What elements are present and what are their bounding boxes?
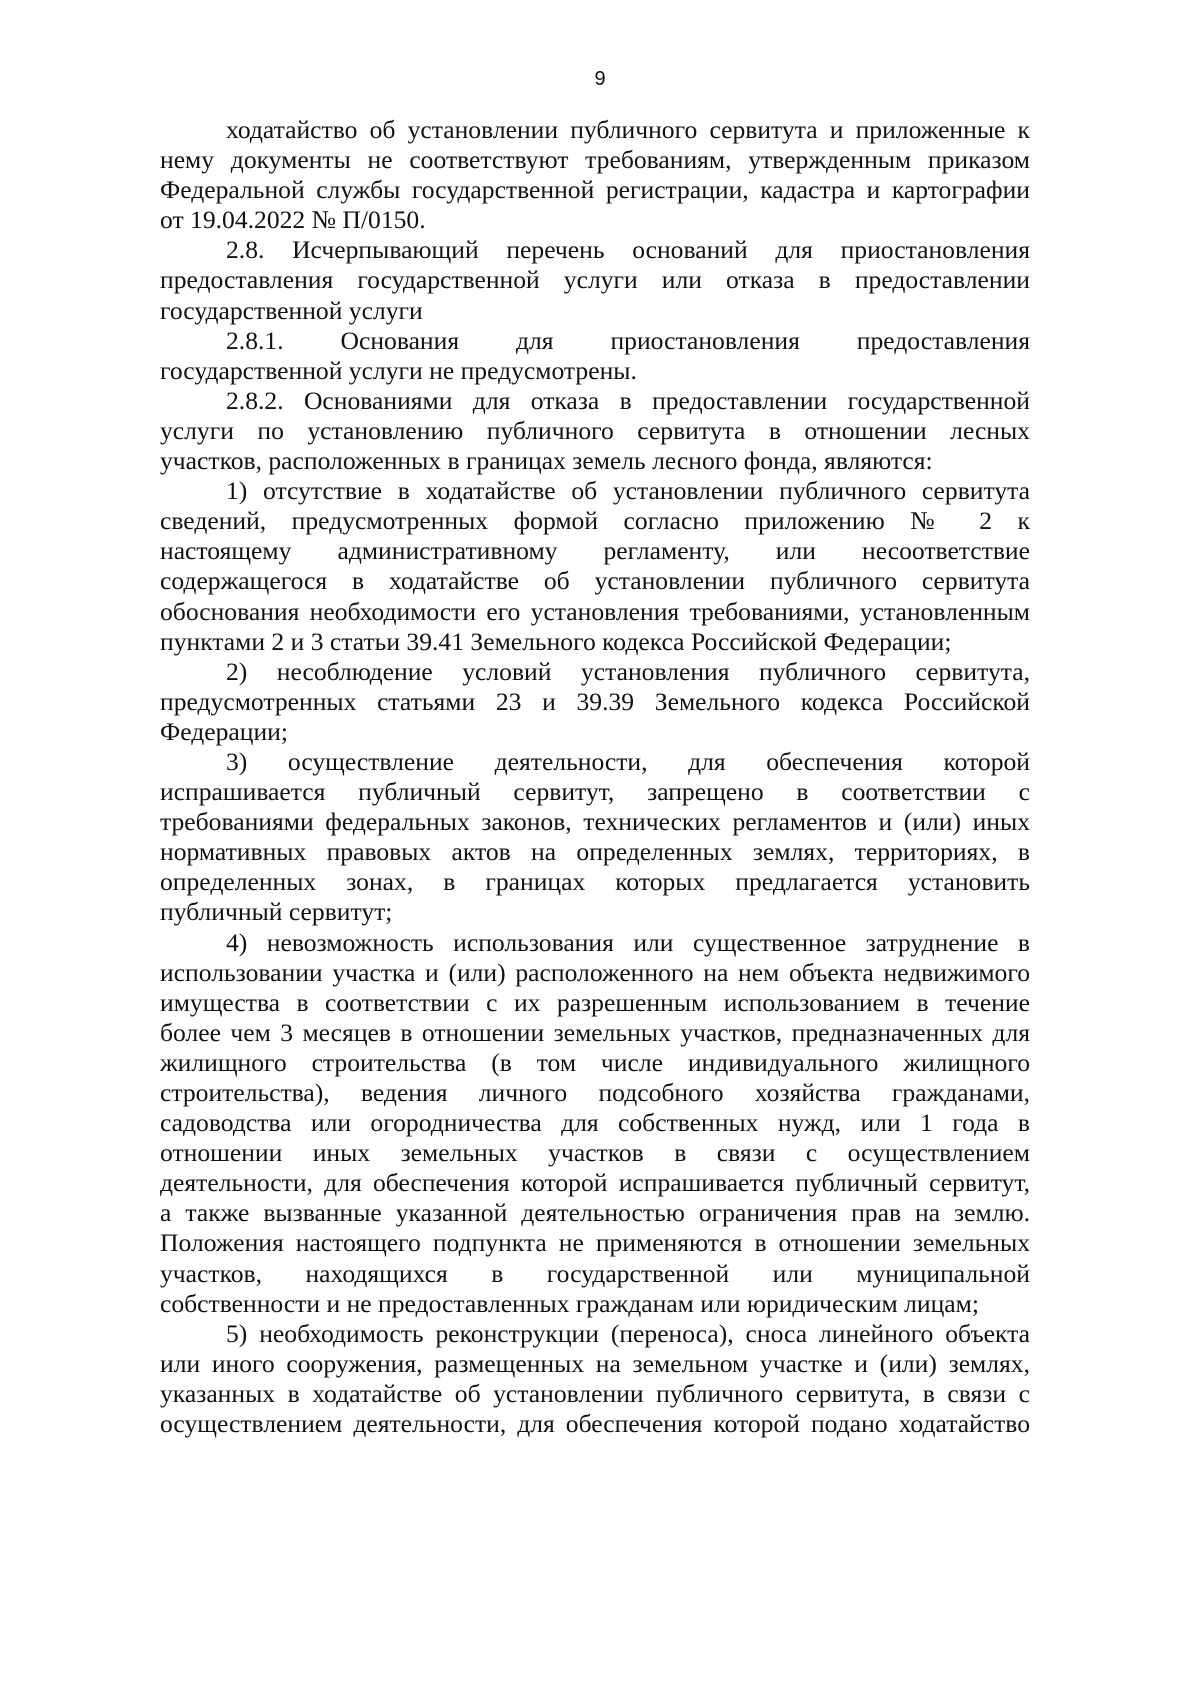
text-line: 4) невозможность использования или существенное затруднение в	[226, 927, 1030, 957]
paragraph	[160, 657, 1030, 747]
text-line: собственности и не предоставленных гражданам или юридическим лицам;	[160, 1288, 979, 1318]
text-line: государственной услуги не предусмотрены.	[160, 355, 637, 385]
text-line: нормативных правовых актов на определенных землях, территориях, в	[160, 837, 1030, 867]
text-line: от 19.04.2022 № П/0150.	[160, 205, 426, 235]
paragraph	[160, 386, 1030, 476]
text-line: Положения настоящего подпункта не применяются в отношении земельных	[160, 1228, 1030, 1258]
text-line: содержащегося в ходатайстве об установлении публичного сервитута	[160, 566, 1030, 596]
text-line: пунктами 2 и 3 статьи 39.41 Земельного кодекса Российской Федерации;	[160, 626, 952, 656]
paragraph	[160, 326, 1030, 386]
text-line: участков, расположенных в границах земель лесного фонда, являются:	[160, 446, 933, 476]
text-line: определенных зонах, в границах которых предлагается установить	[160, 867, 1030, 897]
text-line: Федерации;	[160, 716, 288, 746]
text-line: 2.8.2. Основаниями для отказа в предоставлении государственной	[226, 385, 1030, 415]
text-line: 2.8. Исчерпывающий перечень оснований для приостановления	[226, 235, 1030, 265]
text-line: указанных в ходатайстве об установлении публичного сервитута, в связи с	[160, 1378, 1030, 1408]
text-line: 1) отсутствие в ходатайстве об установлении публичного сервитута	[226, 476, 1030, 506]
text-line: участков, находящихся в государственной или муниципальной	[160, 1258, 1030, 1288]
text-line: государственной услуги	[160, 295, 423, 325]
text-line: предусмотренных статьями 23 и 39.39 Земельного кодекса Российской	[160, 686, 1030, 716]
text-line: отношении иных земельных участков в связи с осуществлением	[160, 1138, 1030, 1168]
text-line: ходатайство об установлении публичного сервитута и приложенные к	[226, 115, 1030, 144]
text-line: 5) необходимость реконструкции (переноса), сноса линейного объекта	[226, 1318, 1030, 1348]
document-body	[160, 115, 1030, 1439]
text-line: садоводства или огородничества для собственных нужд, или 1 года в	[160, 1108, 1030, 1138]
text-line: услуги по установлению публичного сервитута в отношении лесных	[160, 415, 1030, 445]
text-line: или иного сооружения, размещенных на земельном участке и (или) землях,	[160, 1348, 1030, 1378]
text-line: обоснования необходимости его установления требованиями, установленным	[160, 596, 1030, 626]
paragraph	[160, 235, 1030, 325]
text-line: требованиями федеральных законов, технических регламентов и (или) иных	[160, 807, 1030, 837]
paragraph	[160, 115, 1030, 235]
text-line: 2.8.1. Основания для приостановления предоставления	[226, 325, 1030, 355]
text-line: сведений, предусмотренных формой согласно приложению № 2 к	[160, 506, 1030, 536]
text-line: строительства), ведения личного подсобного хозяйства гражданами,	[160, 1078, 1030, 1107]
text-line: имущества в соответствии с их разрешенным использованием в течение	[160, 987, 1030, 1017]
text-line: испрашивается публичный сервитут, запрещено в соответствии с	[160, 777, 1030, 807]
text-line: осуществлением деятельности, для обеспечения которой подано ходатайство	[160, 1409, 1030, 1439]
text-line: использовании участка и (или) расположенного на нем объекта недвижимого	[160, 957, 1030, 987]
text-line: нему документы не соответствуют требованиям, утвержденным приказом	[160, 145, 1030, 175]
paragraph	[160, 747, 1030, 928]
text-line: более чем 3 месяцев в отношении земельных участков, предназначенных для	[160, 1017, 1030, 1047]
text-line: 2) несоблюдение условий установления публичного сервитута,	[226, 656, 1030, 686]
paragraph	[160, 1319, 1030, 1439]
text-line: публичный сервитут;	[160, 897, 393, 927]
paragraph	[160, 476, 1030, 657]
text-line: Федеральной службы государственной регистрации, кадастра и картографии	[160, 175, 1030, 205]
text-line: настоящему административному регламенту, или несоответствие	[160, 536, 1030, 566]
text-line: деятельности, для обеспечения которой испрашивается публичный сервитут,	[160, 1168, 1030, 1198]
paragraph	[160, 928, 1030, 1319]
page-number: 9	[594, 68, 606, 90]
text-line: жилищного строительства (в том числе индивидуального жилищного	[160, 1047, 1030, 1077]
text-line: предоставления государственной услуги или отказа в предоставлении	[160, 265, 1030, 295]
text-line: 3) осуществление деятельности, для обеспечения которой	[226, 746, 1030, 776]
text-line: а также вызванные указанной деятельностью ограничения прав на землю.	[160, 1198, 1030, 1228]
